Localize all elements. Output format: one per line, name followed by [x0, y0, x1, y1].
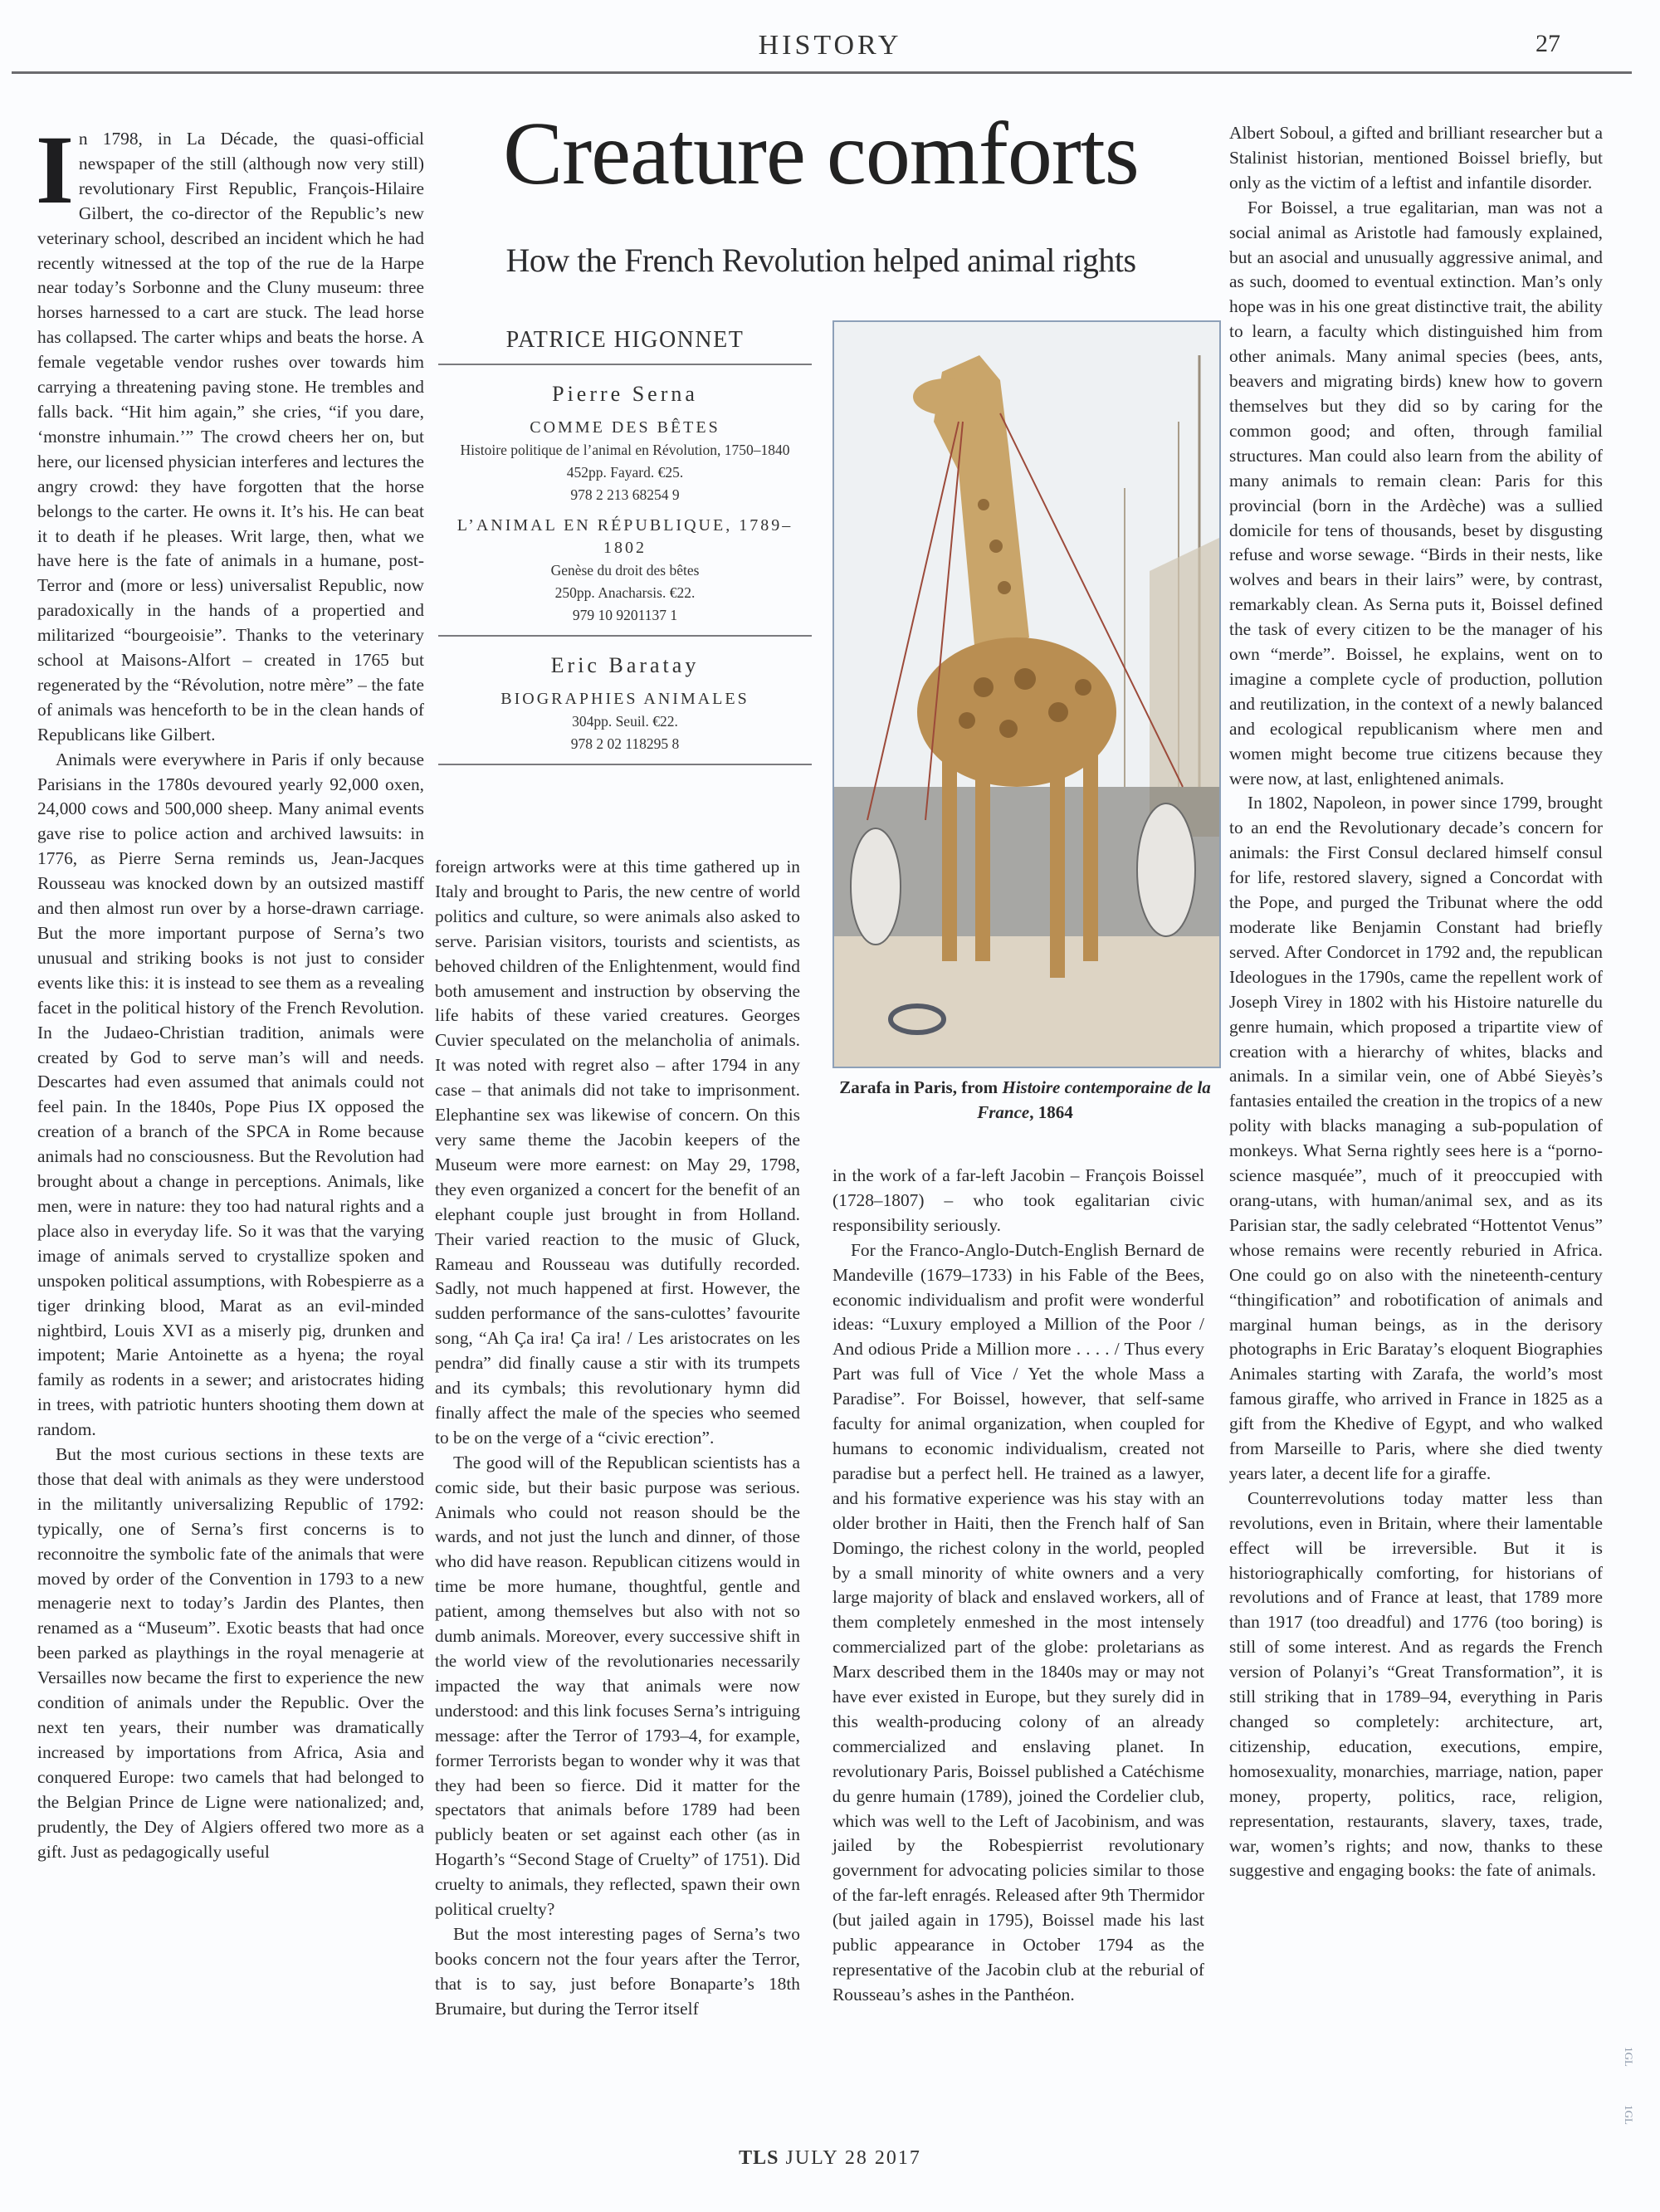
book-subtitle: Histoire politique de l’animal en Révolution, 1750–1840 — [460, 442, 790, 458]
margin-mark: 1GL — [1623, 2105, 1636, 2125]
divider — [438, 635, 812, 637]
book-isbn: 978 2 213 68254 9 — [570, 486, 680, 503]
article-column-4 — [1229, 121, 1603, 1883]
divider — [438, 364, 812, 365]
paragraph: in the work of a far-left Jacobin – François Boissel (1728–1807) – who took egalitarian civic responsibility seriously. — [832, 1165, 1204, 1235]
section-label: HISTORY — [758, 30, 902, 61]
book-author: Pierre Serna — [552, 382, 698, 406]
paragraph: For Boissel, a true egalitarian, man was not a social animal as Aristotle had famously explained, but an asocial and unusually aggressive animal, and as such, doomed to eventual extinction. Man’s only hope was in his one great distinctive trait, the ability to learn, a faculty which distinguished him from other animals. Many animal species (bees, ants, beavers and migrating birds) knew how to govern themselves but they did so by caring for the common good; and often, through familial structures. Man could also learn from the ability of many animals to remain clean: Paris for this provincial (born in the Ardèche) was a sullied domicile for tens of thousands, beset by disgusting refuse and worse sewage. “Birds in their nests, like wolves and bears in their lairs” were, by contrast, remarkably clean. As Serna puts it, Boissel defined the task of every citizen to be the manager of his own “merde”. Boissel, he explains, went on to imagine a complete cycle of production, pollution and reutilization, in the context of a newly balanced and ecological republicanism where men and women might become true citizens because they were now, at last, enlightened animals. — [1229, 197, 1603, 789]
paragraph: But the most curious sections in these texts are those that deal with animals as they were understood in the militantly universalizing Republic of 1792: typically, one of Serna’s first concerns is to reconnoitre the symbolic fate of the animals that were moved by order of the Convention in 1793 to a new menagerie next to today’s Jardin des Plantes, then renamed as a “Museum”. Exotic beasts that had once been parked as playthings in the royal menagerie at Versailles now became the first to experience the new condition of animals under the Republic. Over the next ten years, their number was dramatically increased by importations from Africa, Asia and conquered Europe: two camels that had belonged to the Belgian Prince de Ligne were nationalized; and, prudently, the Dey of Algiers offered two more as a gift. Just as pedagogically useful — [37, 1444, 424, 1862]
paragraph: Albert Soboul, a gifted and brilliant researcher but a Stalinist historian, mentioned Boissel briefly, but only as the victim of a leftist and infantile disorder. — [1229, 123, 1603, 193]
reviewer-name: PATRICE HIGONNET — [505, 327, 745, 353]
article-column-2 — [435, 855, 800, 2022]
issue-date: JULY 28 2017 — [785, 2147, 921, 2169]
paragraph: In 1802, Napoleon, in power since 1799, brought to an end the Revolutionary decade’s concern for animals: the First Consul declared himself consul for life, restored slavery, signed a Concordat with the Pope, and purged the Tribunat where the odd moderate like Benjamin Constant had briefly served. After Condorcet in 1792 and, the republican Ideologues in the 1790s, came the repellent work of Joseph Virey in 1802 with his Histoire naturelle du genre humain, which proposed a tripartite view of creation with a hierarchy of whites, blacks and animals. In a similar vein, one of Abbé Sieyès’s fantasies entailed the creation in the tropics of a new polity with blacks managing a sub-population of monkeys. What Serna rightly sees here is a “porno-science masquée”, much of it preoccupied with orang-utans, with human/animal sex, and as its Parisian star, the sadly celebrated “Hottentot Venus” whose remains were recently reburied in Africa. One could go on also with the nineteenth-century “thingification” and robotification of animals and marginal human beings, as in the derisory photographs in Eric Baratay’s eloquent Biographies Animales starting with Zarafa, the world’s most famous giraffe, who arrived in France in 1825 as a gift from the Khedive of Egypt, and who walked from Marseille to Paris, where she died twenty years later, a decent life for a giraffe. — [1229, 793, 1603, 1483]
paragraph-text: n 1798, in La Décade, the quasi-official newspaper of the still (although now very still) revolutionary First Republic, François-Hilaire Gilbert, the co-director of the Republic’s new veterinary school, described an incident which he had recently witnessed at the top of the rue de la Harpe near today’s Sorbonne and the Cluny museum: three horses harnessed to a cart are stuck. The lead horse has collapsed. The carter whips and beats the horse. A female vegetable vendor rushes over towards him carrying a threatening paving stone. He trembles and falls back. “Hit him again,” she cries, “if you dare, ‘monstre inhumain.’” The crowd cheers her on, but here, our licensed physician interferes and lectures the angry crowd: they have forgotten that the horse belongs to the carter. He owns it. It’s his. He can beat it to death if he pleases. Writ large, then, what we have here is the fate of animals in a humane, post-Terror and (more or less) universalist Republic, now paradoxically in the hands of a propertied and militarized “bourgeoisie”. Thanks to the veterinary school at Maisons-Alfort – created in 1765 but regenerated by the “Révolution, notre mère” – the fate of animals was henceforth to be in the clean hands of Republicans like Gilbert. — [37, 129, 424, 745]
book-title: BIOGRAPHIES ANIMALES — [500, 690, 749, 708]
book-author: Eric Baratay — [550, 653, 700, 677]
book-entry — [438, 417, 812, 515]
image-caption — [832, 1075, 1218, 1125]
article-subhead: How the French Revolution helped animal rights — [505, 242, 1136, 279]
book-subtitle: Genèse du droit des bêtes — [550, 562, 700, 579]
paragraph — [36, 115, 424, 748]
publication-name: TLS — [739, 2147, 779, 2169]
article-column-3 — [832, 1164, 1204, 2008]
book-entry — [438, 515, 812, 635]
book-title: L’ANIMAL EN RÉPUBLIQUE, 1789–1802 — [456, 516, 793, 557]
caption-title: Histoire contemporaine de la France — [977, 1077, 1211, 1122]
book-title: COMME DES BÊTES — [530, 418, 720, 437]
paragraph: But the most interesting pages of Serna’s two books concern not the four years after the Terror, that is to say, just before Bonaparte’s 18th Brumaire, but during the Terror itself — [435, 1923, 800, 2019]
book-details: 304pp. Seuil. €22. — [572, 713, 678, 730]
article-column-1 — [36, 115, 424, 1864]
book-isbn: 978 2 02 118295 8 — [570, 735, 680, 752]
books-reviewed-panel — [438, 322, 812, 775]
margin-mark: 1GL — [1623, 2047, 1636, 2067]
page-number: 27 — [1536, 30, 1560, 57]
caption-year: , 1864 — [1029, 1102, 1073, 1122]
paragraph: foreign artworks were at this time gathered up in Italy and brought to Paris, the new centre of world politics and culture, so were animals also asked to serve. Parisian visitors, tourists and scientists, as behoved children of the Enlightenment, would find both amusement and instruction by observing the life habits of these varied creatures. Georges Cuvier speculated on the melancholia of animals. It was noted with regret also – after 1794 in any case – that animals did not take to imprisonment. Elephantine sex was likewise of concern. On this very same theme the Jacobin keepers of the Museum were more earnest: on May 29, 1798, they even organized a concert for the benefit of an elephant couple just brought in from Holland. Their varied reaction to the music of Gluck, Rameau and Rousseau was dutifully recorded. Sadly, not much happened at first. However, the sudden performance of the sans-culottes’ favourite song, “Ah Ça ira! Ça ira! / Les aristocrates on les pendra” did finally cause a stir with its trumpets and its cymbals; this revolutionary hymn did finally affect the male of the species who seemed to be on the verge of a “civic erection”. — [435, 857, 800, 1448]
divider — [438, 764, 812, 765]
book-details: 250pp. Anacharsis. €22. — [554, 584, 696, 601]
article-headline: Creature comforts — [503, 105, 1139, 203]
paragraph: For the Franco-Anglo-Dutch-English Bernard de Mandeville (1679–1733) in his Fable of the Bees, economic individualism and profit were wonderful ideas: “Luxury employed a Million of the Poor / And odious Pride a Million more . . . . / Thus every Part was full of Vice / Yet the whole Mass a Paradise”. For Boissel, however, that self-same faculty for animal organization, when coupled for humans to economic individualism, created not paradise but a perfect hell. He trained as a lawyer, and his formative experience was his stay with an older brother in Haiti, then the French half of San Domingo, the richest colony in the world, peopled by a small minority of white owners and a very large majority of black and enslaved workers, all of them completely enmeshed in the most intensely commercialized part of the globe: proletarians as Marx described them in the 1840s may or may not have ever existed in Europe, but they surely did in this wealth-producing colony of an already commercialized and enslaving planet. In revolutionary Paris, Boissel published a Catéchisme du genre humain (1789), joined the Cordelier club, which was well to the Left of Jacobinism, and was jailed by the Robespierrist revolutionary government for advocating policies similar to those of the far-left enragés. Released after 9th Thermidor (but jailed again in 1795), Boissel made his last public appearance in October 1794 as the representative of the Jacobin club at the reburial of Rousseau’s ashes in the Panthéon. — [832, 1239, 1204, 2004]
page-footer — [0, 2147, 1660, 2170]
giraffe-icon — [834, 322, 1219, 1067]
paragraph: Animals were everywhere in Paris if only because Parisians in the 1780s devoured yearly 92,000 oxen, 24,000 cows and 500,000 sheep. Many animal events gave rise to police action and archived lawsuits: in 1776, as Pierre Serna reminds us, Jean-Jacques Rousseau was knocked down by an outsized mastiff and then almost run over by a horse-drawn carriage. But the more important purpose of Serna’s two unusual and striking books is not just to consider events like this: it is instead to see them as a revealing facet in the political history of the French Revolution. In the Judaeo-Christian tradition, animals were created by God to serve man’s will and needs. Descartes had even assumed that animals could not feel pain. In the 1840s, Pope Pius IX opposed the creation of a branch of the SPCA in Rome because animals had no consciousness. But the Revolution had brought about a change in perceptions. Animals, like men, were in nature: they too had natural rights and a place also in everyday life. So it was that the varying image of animals served to crystallize spoken and unspoken political assumptions, with Robespierre as a tiger drinking blood, Marat as an evil-minded nightbird, Louis XVI as a miserly pig, drunken and impotent; Marie Antoinette as a hyena; the royal family as rodents in a sewer; and aristocrates hiding in trees, with patriotic hunters shooting them down at random. — [37, 749, 424, 1440]
book-details: 452pp. Fayard. €25. — [566, 464, 684, 481]
paragraph: Counterrevolutions today matter less than revolutions, even in Britain, where their lamentable effect will be irreversible. But it is historiographically comforting, for historians of revolutions and of France at least, that 1789 more than 1917 (too dreadful) and 1776 (too boring) is still of some interest. And as regards the French version of Polanyi’s “Great Transformation”, it is still striking that in 1789–94, everything in Paris changed so completely: architecture, art, citizenship, education, executions, empire, homosexuality, monarchies, marriage, nation, paper money, property, politics, race, religion, representation, restaurants, slavery, taxes, trade, war, women’s rights; and now, thanks to these suggestive and engaging books: the fate of animals. — [1229, 1487, 1603, 1881]
book-isbn: 979 10 9201137 1 — [572, 607, 678, 623]
book-entry — [438, 688, 812, 764]
drop-cap: I — [36, 115, 74, 224]
header-rule — [12, 71, 1632, 74]
giraffe-engraving-image — [832, 320, 1221, 1068]
caption-text: Zarafa in Paris, from — [839, 1077, 1003, 1097]
paragraph: The good will of the Republican scientists has a comic side, but their basic purpose was serious. Animals who could not reason should be the wards, and not just the lunch and dinner, of those who did have reason. Republican citizens would in time be more humane, thoughtful, gentle and patient, among themselves but also with not so dumb animals. Moreover, every successive shift in the world view of the revolutionaries necessarily impacted the way that animals were now understood: and this link focuses Serna’s intriguing message: after the Terror of 1793–4, for example, former Terrorists began to wonder why it was that they had been so fierce. Did it matter for the spectators that animals before 1789 had been publicly beaten or set against each other (as in Hogarth’s “Second Stage of Cruelty” of 1751). Did cruelty to animals, they reflected, spawn their own political cruelty? — [435, 1452, 800, 1920]
